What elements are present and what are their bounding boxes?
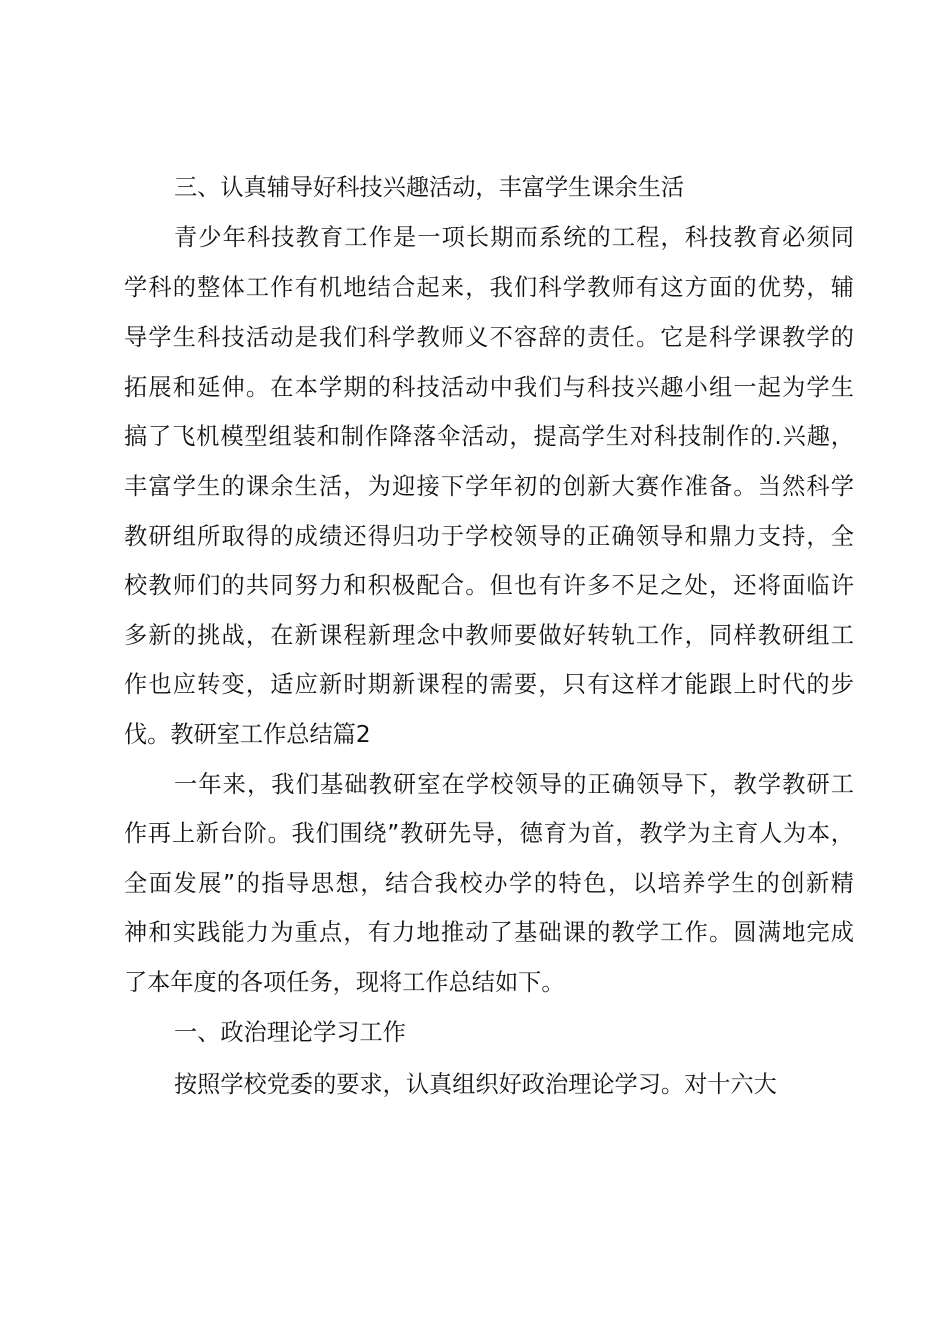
section-heading-1: 一、政治理论学习工作	[174, 1019, 406, 1046]
paragraph-line: 多新的挑战，在新课程新理念中教师要做好转轨工作，同样教研组工	[124, 622, 854, 649]
paragraph-line: 拓展和延伸。在本学期的科技活动中我们与科技兴趣小组一起为学生	[124, 374, 854, 401]
paragraph-line: 教研组所取得的成绩还得归功于学校领导的正确领导和鼎力支持，全	[124, 523, 854, 550]
paragraph-line: 作也应转变，适应新时期新课程的需要，只有这样才能跟上时代的步	[124, 671, 854, 698]
paragraph-line: 导学生科技活动是我们科学教师义不容辞的责任。它是科学课教学的	[124, 324, 854, 351]
section-heading-3: 三、认真辅导好科技兴趣活动，丰富学生课余生活	[174, 174, 685, 201]
paragraph-line: 按照学校党委的要求，认真组织好政治理论学习。对十六大	[174, 1071, 777, 1098]
paragraph-line: 校教师们的共同努力和积极配合。但也有许多不足之处，还将面临许	[124, 572, 854, 599]
paragraph-line: 伐。教研室工作总结篇2	[124, 721, 371, 748]
paragraph-line: 丰富学生的课余生活，为迎接下学年初的创新大赛作准备。当然科学	[124, 473, 854, 500]
paragraph-line: 作再上新台阶。我们围绕”教研先导，德育为首，教学为主育人为本，	[124, 820, 854, 847]
paragraph-line: 了本年度的各项任务，现将工作总结如下。	[124, 969, 565, 996]
paragraph-line: 青少年科技教育工作是一项长期而系统的工程，科技教育必须同	[174, 224, 854, 251]
paragraph-line: 学科的整体工作有机地结合起来，我们科学教师有这方面的优势，辅	[124, 274, 854, 301]
paragraph-line: 搞了飞机模型组装和制作降落伞活动，提高学生对科技制作的.兴趣，	[124, 423, 854, 450]
paragraph-line: 全面发展”的指导思想，结合我校办学的特色，以培养学生的创新精	[124, 870, 854, 897]
paragraph-line: 神和实践能力为重点，有力地推动了基础课的教学工作。圆满地完成	[124, 919, 854, 946]
paragraph-line: 一年来，我们基础教研室在学校领导的正确领导下，教学教研工	[174, 771, 854, 798]
